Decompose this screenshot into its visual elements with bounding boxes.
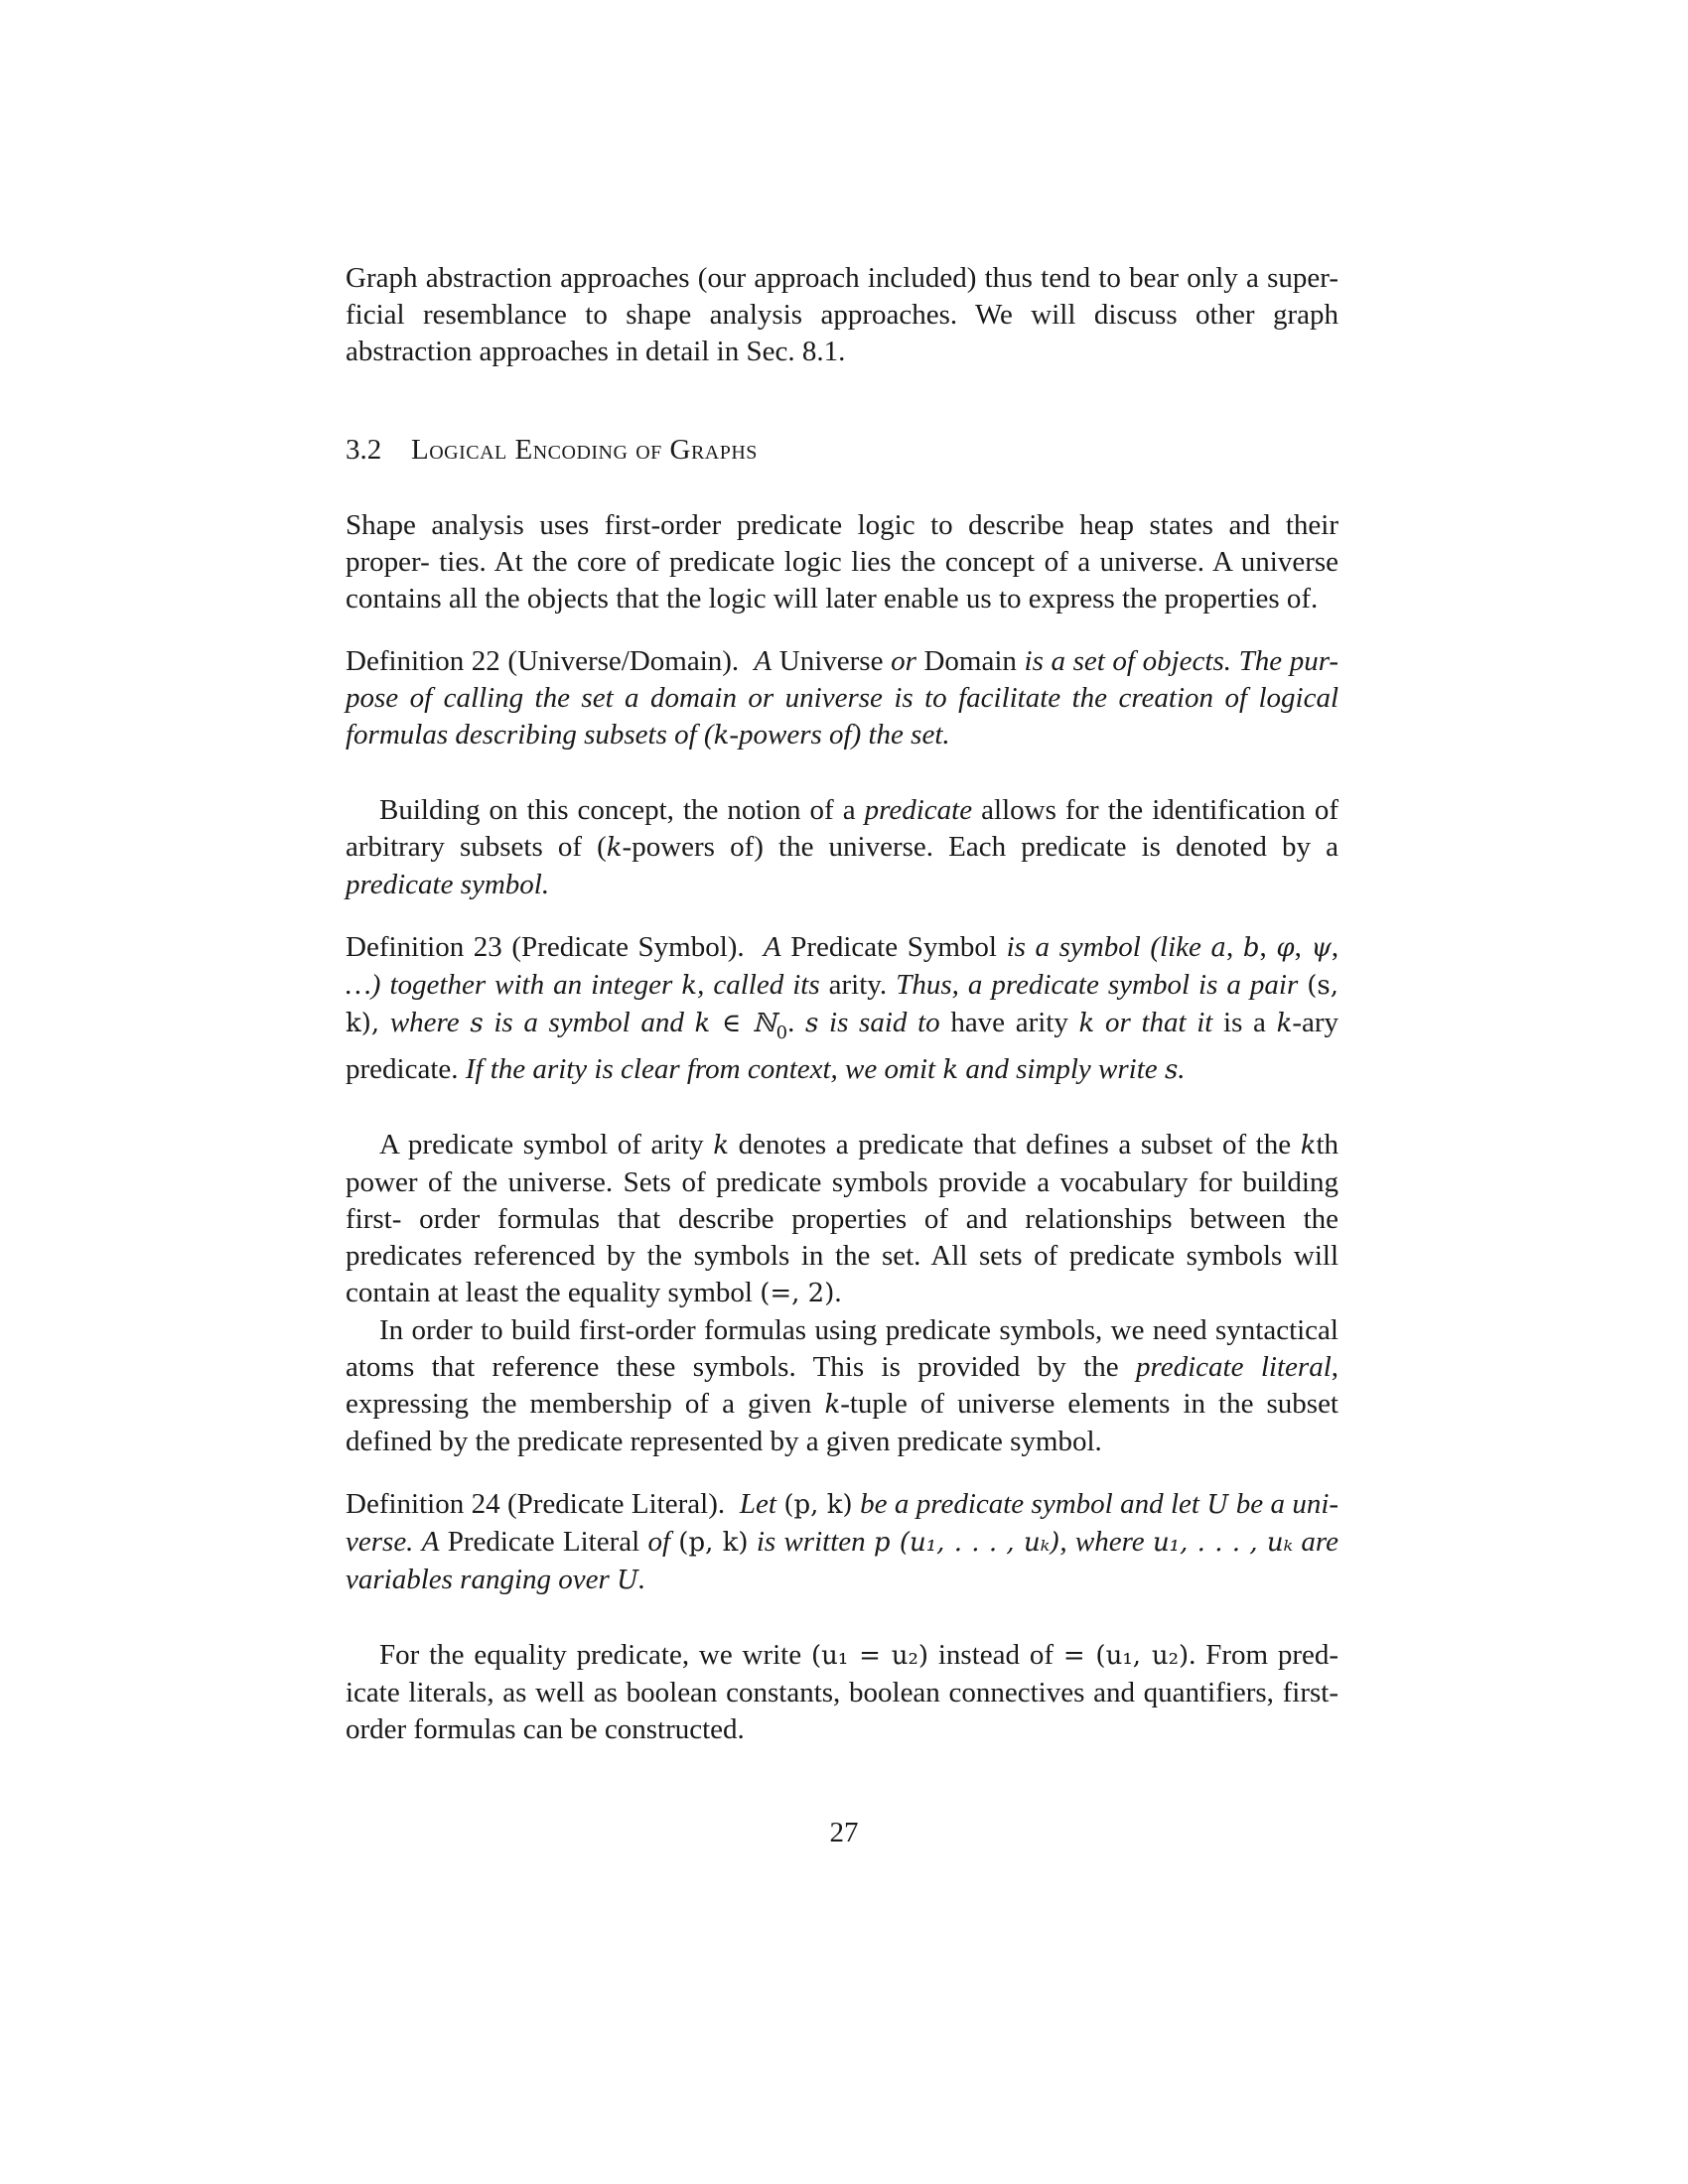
definition-24: Definition 24 (Predicate Literal). Let (p, k) be a predicate symbol and let U be a uni- verse. A Predicate Literal of (p, k) is written p (u₁, . . . , uₖ), where u₁, . . . , uₖ are variables ranging over U. — [346, 1487, 1339, 1595]
definition-22-head: Definition 22 (Universe/Domain). — [346, 645, 740, 677]
section-title: Logical Encoding of Graphs — [411, 434, 758, 466]
shape-analysis-paragraph: Shape analysis uses first-order predicate logic to describe heap states and their proper- ties. At the core of predicate logic lies the concept of a universe. A universe contains all the objects that the logic will later enable us to express the properties of. — [346, 509, 1339, 614]
building-paragraph: Building on this concept, the notion of a predicate allows for the identification of arbitrary subsets of (k-powers of) the universe. Each predicate is denoted by a predicate symbol. — [346, 794, 1338, 900]
arity-paragraph: A predicate symbol of arity k denotes a predicate that defines a subset of the kth power of the universe. Sets of predicate symbols provide a vocabulary for building first- order formulas that describe properties of and relationships between the predicates referenced by the symbols in the set. All sets of predicate symbols will contain at least the equality symbol (=, 2). — [346, 1128, 1339, 1308]
section-heading — [346, 430, 1338, 470]
definition-23-head: Definition 23 (Predicate Symbol). — [346, 931, 745, 963]
intro-paragraph: Graph abstraction approaches (our approach included) thus tend to bear only a super- ficial resemblance to shape analysis approaches. We will discuss other graph abstraction approaches in detail in Sec. 8.1. — [346, 262, 1338, 367]
page-number: 27 — [829, 1817, 859, 1848]
literal-intro-paragraph: In order to build first-order formulas using predicate symbols, we need syntactical atoms that reference these symbols. This is provided by the predicate literal, expressing the membership of a given k-tuple of universe elements in the subset defined by the predicate represented by a given predicate symbol. — [346, 1313, 1339, 1457]
section-number: 3.2 — [346, 434, 382, 466]
definition-24-head: Definition 24 (Predicate Literal). — [346, 1487, 726, 1520]
page-body — [346, 260, 1338, 1748]
equality-paragraph: For the equality predicate, we write (u₁ = u₂) instead of = (u₁, u₂). From pred- icate literals, as well as boolean constants, boolean connectives and quantifiers, first- order formulas can be constructed. — [346, 1638, 1339, 1745]
definition-23: Definition 23 (Predicate Symbol). A Predicate Symbol is a symbol (like a, b, φ, ψ, …) together with an integer k, called its arity. Thus, a predicate symbol is a pair (s, k), where s is a symbol and k ∈ ℕ$_0$. s is said to have arity k or that it is a k-ary predicate. If the arity is clear from context, we omit k and simply write s. — [346, 931, 1339, 1085]
definition-22: Definition 22 (Universe/Domain). A Universe or Domain is a set of objects. The pur- pose of calling the set a domain or universe is to facilitate the creation of logical formulas describing subsets of (k-powers of) the set. — [346, 645, 1339, 751]
